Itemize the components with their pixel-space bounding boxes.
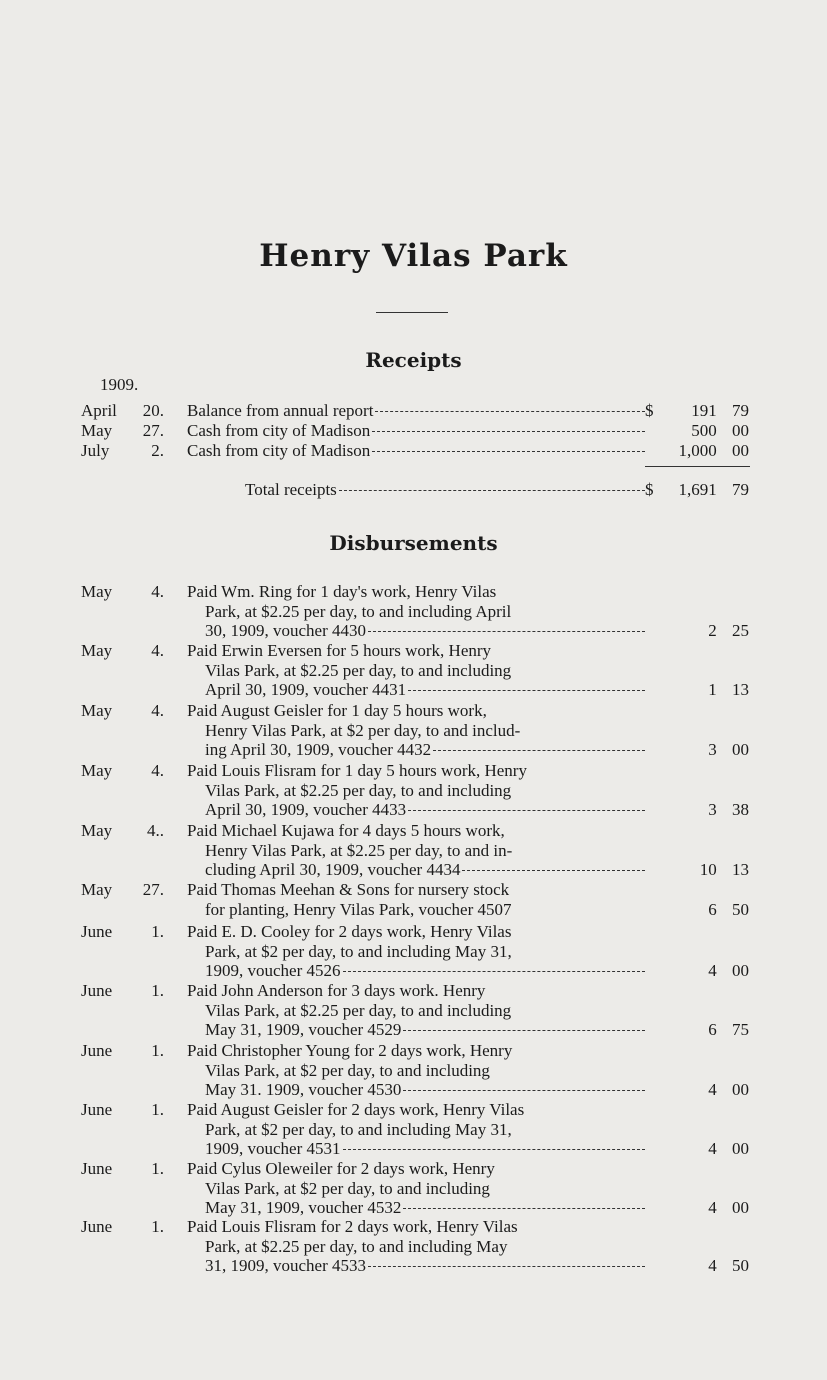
entry-description (187, 821, 645, 880)
amount-cents: 00 (732, 961, 749, 981)
entry-line (187, 1080, 645, 1100)
title-divider (376, 312, 448, 313)
entry-day: 1. (151, 1217, 164, 1236)
amount-cents: 00 (732, 1080, 749, 1100)
leader-dots (375, 411, 645, 412)
total-rule (645, 466, 750, 467)
entry-day: 1. (151, 1100, 164, 1119)
entry-month: May (81, 761, 113, 780)
total-label: Total receipts (245, 480, 337, 499)
amount (708, 1256, 749, 1276)
entry-line: for planting, Henry Vilas Park, voucher 4507 (205, 899, 512, 919)
entry-line: Paid Cylus Oleweiler for 2 days work, Henry (187, 1159, 495, 1178)
amount-cents: 25 (732, 621, 749, 641)
amount-cents: 38 (732, 800, 749, 820)
amount-cents: 75 (732, 1020, 749, 1040)
entry-line: Vilas Park, at $2 per day, to and including (205, 1060, 490, 1080)
leader-dots (343, 971, 645, 972)
entry-month: May (81, 641, 113, 660)
total-amount (679, 480, 750, 500)
entry-month: May (81, 701, 113, 720)
leader-dots (372, 431, 645, 432)
total-dollars: 1,691 (678, 480, 717, 499)
amount-dollars: 500 (691, 421, 717, 440)
entry-text: 1909, voucher 4526 (205, 961, 341, 981)
entry-text: May 31, 1909, voucher 4532 (205, 1198, 402, 1218)
amount-dollars: 6 (708, 899, 717, 919)
entry-day: 20. (142, 401, 164, 420)
amount (708, 961, 749, 981)
amount (708, 621, 749, 641)
entry-line (187, 1139, 645, 1159)
amount-dollars: 2 (708, 621, 717, 641)
amount-cents: 13 (732, 680, 749, 700)
entry-line: Paid August Geisler for 2 days work, Henry Vilas (187, 1100, 525, 1119)
entry-description (187, 1159, 645, 1218)
amount-cents: 00 (732, 1198, 749, 1218)
entry-month: July (81, 441, 110, 460)
entry-line: Paid Erwin Eversen for 5 hours work, Henry (187, 641, 492, 660)
entry-day: 1. (151, 981, 164, 1000)
entry-day: 4. (151, 641, 164, 660)
entry-line (187, 1256, 645, 1276)
entry-text: cluding April 30, 1909, voucher 4434 (205, 860, 461, 880)
currency-sign: $ (645, 401, 654, 420)
entry-line: Paid Michael Kujawa for 4 days 5 hours work, (187, 821, 505, 840)
entry-line (187, 621, 645, 641)
entry-day: 4. (151, 701, 164, 720)
amount-cents: 50 (732, 1256, 749, 1276)
amount-dollars: 6 (708, 1020, 717, 1040)
amount-dollars: 1 (708, 680, 717, 700)
entry-day: 27. (142, 880, 164, 899)
amount (708, 1080, 749, 1100)
entry-text: April 30, 1909, voucher 4431 (205, 680, 407, 700)
entry-line: Vilas Park, at $2.25 per day, to and including (205, 780, 512, 800)
entry-text: Cash from city of Madison (187, 441, 371, 460)
amount-cents: 00 (732, 740, 749, 760)
entry-line (187, 680, 645, 700)
entry-text: May 31, 1909, voucher 4529 (205, 1020, 402, 1040)
entry-description (187, 880, 645, 919)
entry-month: June (81, 981, 113, 1000)
amount (708, 1198, 749, 1218)
currency-sign: $ (645, 480, 654, 499)
entry-line (187, 1020, 645, 1040)
amount-dollars: 4 (708, 1256, 717, 1276)
entry-line: Paid E. D. Cooley for 2 days work, Henry Vilas (187, 922, 512, 941)
amount-dollars: 10 (699, 860, 717, 880)
entry-description (187, 401, 645, 421)
amount-cents: 00 (732, 1139, 749, 1159)
leader-dots (403, 1030, 645, 1031)
leader-dots (403, 1090, 645, 1091)
entry-line: Vilas Park, at $2.25 per day, to and including (205, 1000, 512, 1020)
entry-description (187, 421, 645, 441)
entry-line (187, 800, 645, 820)
entry-month: May (81, 582, 113, 601)
entry-line: Park, at $2.25 per day, to and including May (205, 1236, 508, 1256)
entry-month: May (81, 880, 113, 899)
entry-line: Paid Wm. Ring for 1 day's work, Henry Vilas (187, 582, 497, 601)
leader-dots (343, 1149, 645, 1150)
leader-dots (408, 810, 645, 811)
leader-dots (403, 1208, 645, 1209)
entry-text: 1909, voucher 4531 (205, 1139, 341, 1159)
entry-month: May (81, 821, 113, 840)
amount (708, 800, 749, 820)
entry-text: 30, 1909, voucher 4430 (205, 621, 367, 641)
entry-line: Vilas Park, at $2.25 per day, to and including (205, 660, 512, 680)
entry-description (187, 1217, 645, 1276)
entry-month: June (81, 1041, 113, 1060)
entry-line: Paid Louis Flisram for 2 days work, Henry Vilas (187, 1217, 518, 1236)
entry-line: Paid August Geisler for 1 day 5 hours work, (187, 701, 487, 720)
entry-text: May 31. 1909, voucher 4530 (205, 1080, 402, 1100)
entry-description (187, 981, 645, 1040)
entry-text: Cash from city of Madison (187, 421, 371, 440)
entry-line (187, 740, 645, 760)
amount (708, 680, 749, 700)
entry-day: 4.. (147, 821, 164, 840)
amount (679, 441, 750, 461)
entry-day: 4. (151, 761, 164, 780)
leader-dots (372, 451, 645, 452)
entry-day: 4. (151, 582, 164, 601)
entry-line: Park, at $2.25 per day, to and including April (205, 601, 512, 621)
entry-description (187, 922, 645, 981)
amount-dollars: 4 (708, 1080, 717, 1100)
entry-line: Paid John Anderson for 3 days work. Henry (187, 981, 486, 1000)
entry-description (187, 1041, 645, 1100)
entry-month: June (81, 1217, 113, 1236)
disbursements-heading: Disbursements (329, 531, 498, 555)
entry-line: Henry Vilas Park, at $2.25 per day, to and in- (205, 840, 513, 860)
entry-month: June (81, 1159, 113, 1178)
amount (691, 401, 749, 421)
amount (691, 421, 749, 441)
amount (708, 740, 749, 760)
amount-dollars: 191 (691, 401, 717, 420)
entry-day: 1. (151, 922, 164, 941)
entry-text: 31, 1909, voucher 4533 (205, 1256, 367, 1276)
receipts-heading: Receipts (365, 348, 462, 372)
entry-line: Vilas Park, at $2 per day, to and including (205, 1178, 490, 1198)
amount-dollars: 3 (708, 740, 717, 760)
leader-dots (368, 631, 645, 632)
receipts-year: 1909. (100, 375, 139, 394)
amount-cents: 00 (732, 441, 749, 460)
entry-day: 2. (151, 441, 164, 460)
amount-dollars: 3 (708, 800, 717, 820)
amount-cents: 00 (732, 421, 749, 440)
entry-description (187, 582, 645, 641)
entry-month: June (81, 922, 113, 941)
entry-day: 27. (142, 421, 164, 440)
entry-line: Park, at $2 per day, to and including May 31, (205, 1119, 512, 1139)
leader-dots (433, 750, 645, 751)
amount-dollars: 1,000 (678, 441, 717, 460)
amount-dollars: 4 (708, 1198, 717, 1218)
entry-text: ing April 30, 1909, voucher 4432 (205, 740, 432, 760)
leader-dots (368, 1266, 645, 1267)
entry-line: Park, at $2 per day, to and including May 31, (205, 941, 512, 961)
leader-dots (462, 870, 645, 871)
entry-line: Henry Vilas Park, at $2 per day, to and includ- (205, 720, 521, 740)
entry-day: 1. (151, 1159, 164, 1178)
entry-text: April 30, 1909, voucher 4433 (205, 800, 407, 820)
entry-description (187, 1100, 645, 1159)
entry-line (187, 961, 645, 981)
leader-dots (408, 690, 645, 691)
entry-day: 1. (151, 1041, 164, 1060)
amount-cents: 13 (732, 860, 749, 880)
amount (708, 1020, 749, 1040)
amount-cents: 79 (732, 401, 749, 420)
entry-line: Paid Christopher Young for 2 days work, Henry (187, 1041, 513, 1060)
entry-description (187, 761, 645, 820)
entry-month: June (81, 1100, 113, 1119)
amount-cents: 50 (732, 899, 749, 919)
amount (700, 860, 749, 880)
total-cents: 79 (732, 480, 749, 499)
leader-dots (339, 490, 645, 491)
amount-dollars: 4 (708, 961, 717, 981)
entry-line: Paid Louis Flisram for 1 day 5 hours work, Henry (187, 761, 527, 780)
amount (708, 900, 749, 920)
entry-month: May (81, 421, 113, 440)
entry-description (187, 701, 645, 760)
entry-line (187, 1198, 645, 1218)
page-title: Henry Vilas Park (259, 238, 568, 274)
entry-line (187, 860, 645, 880)
entry-description (187, 441, 645, 461)
entry-month: April (81, 401, 117, 420)
entry-text: Balance from annual report (187, 401, 374, 420)
entry-line: Paid Thomas Meehan & Sons for nursery stock (187, 880, 510, 899)
amount-dollars: 4 (708, 1139, 717, 1159)
amount (708, 1139, 749, 1159)
entry-description (187, 641, 645, 700)
